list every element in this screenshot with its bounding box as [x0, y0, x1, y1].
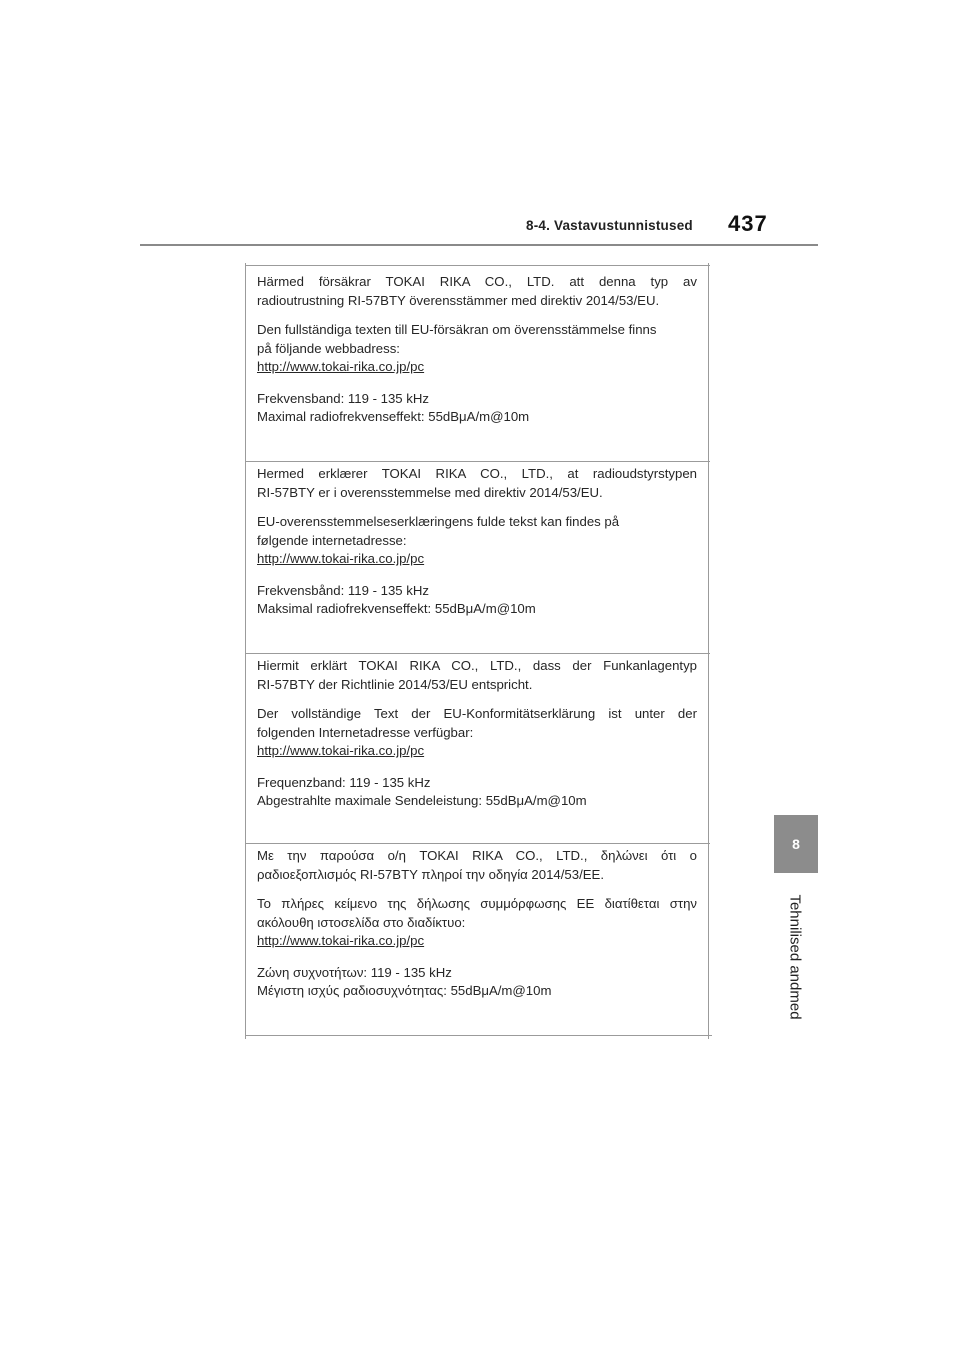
- statement-line-2: radioutrustning RI-57BTY överensstämmer med direktiv 2014/53/EU.: [257, 292, 660, 308]
- declaration-greek: [257, 847, 697, 1001]
- fulltext-line-1: EU-overensstemmelseserklæringens fulde tekst kan findes på: [257, 514, 620, 529]
- fulltext-line-2: folgenden Internetadresse verfügbar:: [257, 724, 474, 740]
- frame-divider-3: [245, 843, 710, 844]
- fulltext-line-2: ακόλουθη ιστοσελίδα στο διαδίκτυο:: [257, 914, 466, 930]
- fulltext-line-2: følgende internetadresse:: [257, 532, 407, 548]
- statement-line-2: RI-57BTY der Richtlinie 2014/53/EU entspricht.: [257, 676, 533, 692]
- max-power: Maksimal radiofrekvenseffekt: 55dBμA/m@10m: [257, 601, 536, 616]
- frame-left-border: [245, 263, 246, 1039]
- frequency-band: Frequenzband: 119 - 135 kHz: [257, 774, 431, 790]
- frame-bottom-border: [245, 1035, 712, 1036]
- max-power: Abgestrahlte maximale Sendeleistung: 55dBμA/m@10m: [257, 793, 587, 808]
- chapter-label: Tehnilised andmed: [786, 894, 804, 1020]
- statement-line-1: Hermed erklærer TOKAI RIKA CO., LTD., at radioudstyrstypen: [257, 466, 697, 481]
- frequency-band: Frekvensband: 119 - 135 kHz: [257, 390, 430, 406]
- declaration-url[interactable]: http://www.tokai-rika.co.jp/pc: [257, 359, 425, 374]
- fulltext-line-1: Το πλήρες κείμενο της δήλωσης συμμόρφωσης ΕΕ διατίθεται στην: [257, 896, 697, 911]
- frame-top-border: [245, 265, 710, 266]
- frame-divider-2: [245, 653, 710, 654]
- frequency-band: Ζώνη συχνοτήτων: 119 - 135 kHz: [257, 964, 452, 980]
- frequency-band: Frekvensbånd: 119 - 135 kHz: [257, 582, 430, 598]
- statement-line-1: Hiermit erklärt TOKAI RIKA CO., LTD., dass der Funkanlagentyp: [257, 658, 697, 673]
- frame-divider-1: [245, 461, 710, 462]
- chapter-label-container: [780, 887, 810, 1027]
- fulltext-line-1: Den fullständiga texten till EU-försäkran om överensstämmelse finns: [257, 322, 657, 337]
- statement-line-1: Härmed försäkrar TOKAI RIKA CO., LTD. att denna typ av: [257, 274, 697, 289]
- max-power: Maximal radiofrekvenseffekt: 55dBμA/m@10m: [257, 409, 530, 424]
- chapter-tab: [774, 815, 818, 873]
- fulltext-line-2: på följande webbadress:: [257, 340, 400, 356]
- page-number: 437: [728, 211, 768, 236]
- chapter-number: 8: [792, 836, 800, 852]
- frame-right-border: [708, 263, 709, 1039]
- declaration-danish: [257, 465, 697, 619]
- declaration-url[interactable]: http://www.tokai-rika.co.jp/pc: [257, 551, 425, 566]
- statement-line-1: Με την παρούσα ο/η TOKAI RIKA CO., LTD., δηλώνει ότι ο: [257, 848, 697, 863]
- section-title: 8-4. Vastavustunnistused: [526, 218, 693, 233]
- header-divider: [140, 244, 818, 246]
- fulltext-line-1: Der vollständige Text der EU-Konformitätserklärung ist unter der: [257, 706, 697, 721]
- declaration-swedish: [257, 273, 697, 427]
- declaration-url[interactable]: http://www.tokai-rika.co.jp/pc: [257, 743, 425, 758]
- declaration-url[interactable]: http://www.tokai-rika.co.jp/pc: [257, 933, 425, 948]
- declaration-german: [257, 657, 697, 811]
- statement-line-2: ραδιοεξοπλισμός RI-57BTY πληροί την οδηγία 2014/53/ΕΕ.: [257, 866, 605, 882]
- max-power: Μέγιστη ισχύς ραδιοσυχνότητας: 55dBμA/m@10m: [257, 983, 552, 998]
- statement-line-2: RI-57BTY er i overensstemmelse med direktiv 2014/53/EU.: [257, 484, 603, 500]
